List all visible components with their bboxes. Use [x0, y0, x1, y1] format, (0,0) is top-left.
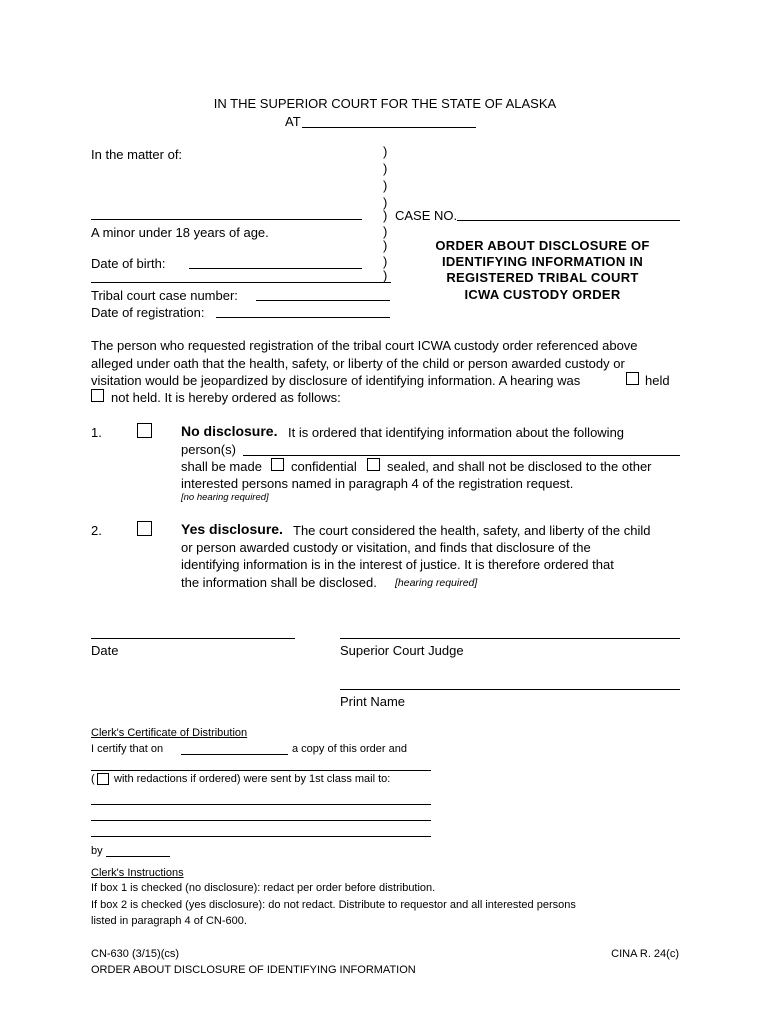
clerk-initials-field[interactable] — [106, 856, 170, 857]
court-heading: IN THE SUPERIOR COURT FOR THE STATE OF ALASKA — [213, 96, 557, 111]
recipient-line[interactable] — [91, 836, 431, 837]
clerk-cert-heading: Clerk's Certificate of Distribution — [91, 727, 248, 739]
no-disclosure-heading: No disclosure. — [181, 423, 278, 439]
caption-paren: ) — [383, 238, 388, 253]
registration-field[interactable] — [216, 317, 390, 318]
item2-text: the information shall be disclosed. — [181, 575, 377, 590]
instruction-line: If box 1 is checked (no disclosure): redact per order before distribution. — [91, 882, 436, 894]
yes-disclosure-checkbox[interactable] — [137, 521, 152, 536]
sealed-checkbox[interactable] — [367, 458, 380, 471]
copy-label: a copy of this order and — [292, 743, 407, 755]
dob-field[interactable] — [189, 268, 362, 269]
item1-text: It is ordered that identifying information about the following — [288, 425, 625, 440]
minor-label: A minor under 18 years of age. — [91, 225, 269, 240]
caption-paren: ) — [383, 254, 388, 269]
caption-paren: ) — [383, 161, 388, 176]
no-disclosure-checkbox[interactable] — [137, 423, 152, 438]
form-title: ORDER ABOUT DISCLOSURE OF IDENTIFYING INFORMATION — [91, 964, 416, 976]
date-signature-line[interactable] — [91, 638, 295, 639]
caption-divider — [91, 282, 391, 283]
recipient-line[interactable] — [91, 804, 431, 805]
caption-paren: ) — [383, 224, 388, 239]
yes-disclosure-heading: Yes disclosure. — [181, 521, 283, 537]
at-location-field[interactable] — [302, 127, 476, 128]
persons-field[interactable] — [243, 455, 680, 456]
tribal-case-label: Tribal court case number: — [91, 288, 238, 303]
item2-text: or person awarded custody or visitation, and finds that disclosure of the — [181, 540, 591, 555]
recipient-line[interactable] — [91, 820, 431, 821]
tribal-case-field[interactable] — [256, 300, 390, 301]
sealed-label: sealed, and shall not be disclosed to the other — [387, 459, 652, 474]
clerk-instructions-heading: Clerk's Instructions — [91, 867, 184, 879]
redactions-label: with redactions if ordered) were sent by 1st class mail to: — [114, 773, 391, 785]
order-title-line: IDENTIFYING INFORMATION IN — [441, 254, 644, 269]
item1-note: [no hearing required] — [181, 492, 269, 503]
confidential-checkbox[interactable] — [271, 458, 284, 471]
minor-name-field[interactable] — [91, 219, 362, 220]
order-title-line: ORDER ABOUT DISCLOSURE OF — [435, 238, 650, 253]
item1-text: interested persons named in paragraph 4 of the registration request. — [181, 476, 574, 491]
caption-paren: ) — [383, 268, 388, 283]
rule-reference: CINA R. 24(c) — [611, 948, 679, 960]
registration-label: Date of registration: — [91, 305, 205, 320]
shall-be-made-label: shall be made — [181, 459, 262, 474]
at-label: AT — [285, 114, 301, 129]
caption-paren: ) — [383, 208, 388, 223]
intro-line: visitation would be jeopardized by disclosure of identifying information. A hearing was — [91, 373, 581, 388]
intro-line: The person who requested registration of the tribal court ICWA custody order referenced above — [91, 338, 638, 353]
redactions-checkbox[interactable] — [97, 773, 109, 785]
persons-label: person(s) — [181, 442, 236, 457]
item1-number: 1. — [91, 425, 102, 440]
hearing-held-checkbox[interactable] — [626, 372, 639, 385]
order-title-line: ICWA CUSTODY ORDER — [464, 287, 621, 302]
item2-text: identifying information is in the interest of justice. It is therefore ordered that — [181, 557, 614, 572]
held-label: held — [645, 373, 670, 388]
distribution-line[interactable] — [91, 770, 431, 771]
matter-of-label: In the matter of: — [91, 147, 183, 162]
case-no-label: CASE NO. — [395, 208, 458, 223]
paren-open: ( — [91, 773, 95, 785]
certify-label: I certify that on — [91, 743, 164, 755]
print-name-line[interactable] — [340, 689, 680, 690]
certify-date-field[interactable] — [181, 754, 288, 755]
form-number: CN-630 (3/15)(cs) — [91, 948, 180, 960]
judge-label: Superior Court Judge — [340, 643, 464, 658]
print-name-label: Print Name — [340, 694, 406, 709]
instruction-line: If box 2 is checked (yes disclosure): do not redact. Distribute to requestor and all interested persons — [91, 899, 576, 911]
order-title-line: REGISTERED TRIBAL COURT — [446, 270, 639, 285]
by-label: by — [91, 845, 103, 857]
case-no-field[interactable] — [457, 220, 680, 221]
caption-paren: ) — [383, 195, 388, 210]
item2-number: 2. — [91, 523, 102, 538]
not-held-label: not held. It is hereby ordered as follows: — [111, 390, 341, 405]
judge-signature-line[interactable] — [340, 638, 680, 639]
item2-note: [hearing required] — [395, 577, 478, 589]
caption-paren: ) — [383, 178, 388, 193]
item2-text: The court considered the health, safety, and liberty of the child — [293, 523, 651, 538]
confidential-label: confidential — [291, 459, 357, 474]
caption-paren: ) — [383, 144, 388, 159]
dob-label: Date of birth: — [91, 256, 166, 271]
intro-line: alleged under oath that the health, safety, or liberty of the child or person awarded custody or — [91, 356, 625, 371]
instruction-line: listed in paragraph 4 of CN-600. — [91, 915, 247, 927]
hearing-not-held-checkbox[interactable] — [91, 389, 104, 402]
date-label: Date — [91, 643, 119, 658]
